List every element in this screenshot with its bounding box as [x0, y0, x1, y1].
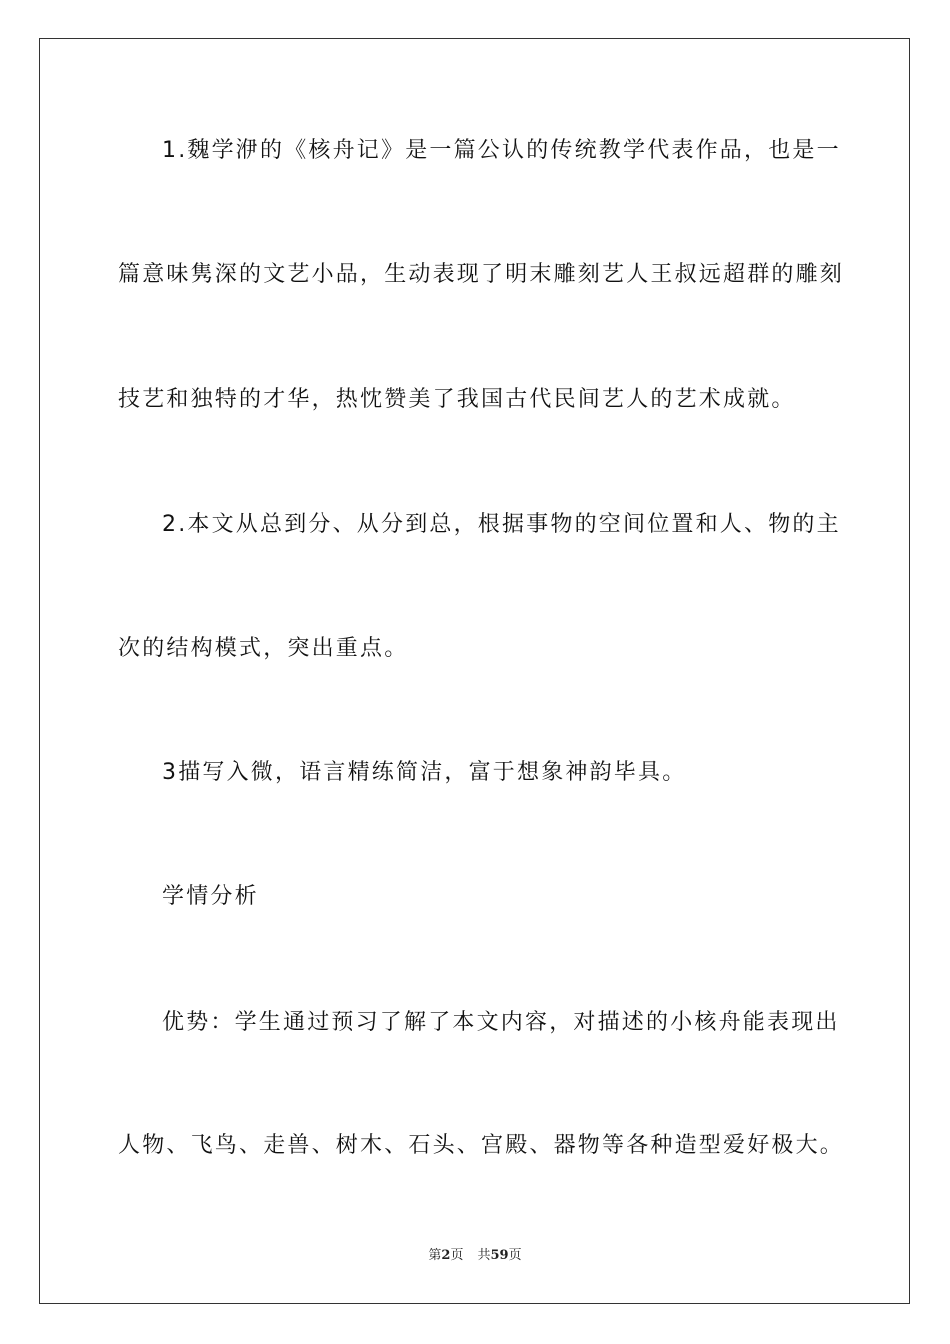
page-number: 2 — [441, 1248, 451, 1263]
paragraph-1-line-3: 技艺和独特的才华，热忱赞美了我国古代民间艺人的艺术成就。 — [118, 387, 796, 412]
paragraph-5-line-2: 人物、飞鸟、走兽、树木、石头、宫殿、器物等各种造型爱好极大。 — [118, 1133, 845, 1158]
paragraph-2-line-2: 次的结构模式，突出重点。 — [118, 636, 409, 661]
paragraph-3-line-1: 3描写入微，语言精练简洁，富于想象神韵毕具。 — [162, 760, 687, 785]
total-suffix: 页 — [508, 1248, 522, 1263]
total-pages: 59 — [490, 1248, 509, 1263]
page-frame — [39, 38, 910, 1304]
section-heading: 学情分析 — [162, 884, 259, 909]
page-footer — [0, 1247, 950, 1265]
paragraph-1-line-2: 篇意味隽深的文艺小品，生动表现了明末雕刻艺人王叔远超群的雕刻 — [118, 262, 845, 287]
total-prefix: 共 — [477, 1248, 491, 1263]
paragraph-5-line-1: 优势：学生通过预习了解了本文内容，对描述的小核舟能表现出 — [162, 1010, 840, 1035]
paragraph-2-line-1: 2.本文从总到分、从分到总，根据事物的空间位置和人、物的主 — [162, 512, 841, 537]
paragraph-1-line-1: 1.魏学洢的《核舟记》是一篇公认的传统教学代表作品，也是一 — [162, 138, 841, 163]
page-prefix: 第 — [428, 1248, 442, 1263]
page-suffix: 页 — [450, 1248, 464, 1263]
